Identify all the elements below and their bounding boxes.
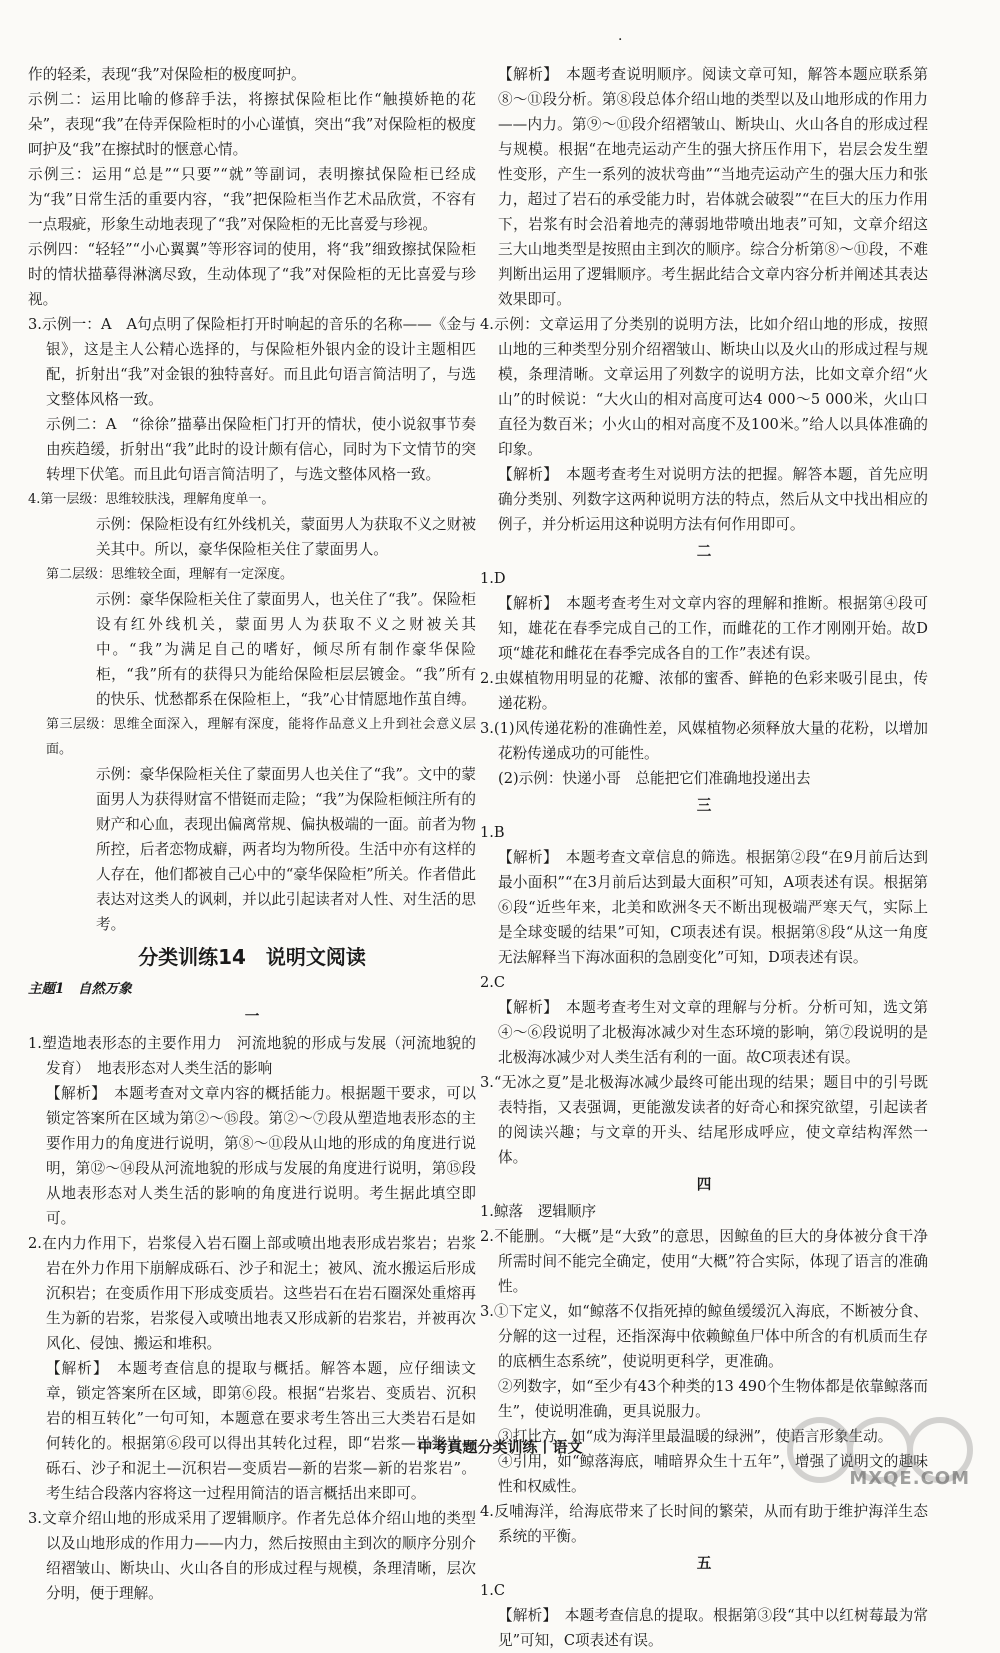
right-paragraph: 1.D	[480, 570, 506, 587]
left-paragraph: 第三层级：思维全面深入，理解有深度，能将作品意义上升到社会意义层面。	[46, 717, 476, 757]
left-paragraph: 3.文章介绍山地的形成采用了逻辑顺序。作者先总体介绍山地的类型以及山地形成的作用力——内力，然后按照由主到次的顺序分别介绍褶皱山、断块山、火山各自的形成过程与规模，条理清晰，层次分明，便于理解。	[28, 1510, 476, 1602]
right-paragraph: ④引用，如“鲸落海底，哺暗界众生十五年”，增强了说明文的趣味性和权威性。	[498, 1453, 928, 1495]
left-paragraph: 1.塑造地表形态的主要作用力 河流地貌的形成与发展（河流地貌的发育） 地表形态对人类生活的影响	[28, 1035, 476, 1077]
right-paragraph: ③打比方，如“成为海洋里最温暖的绿洲”，使语言形象生动。	[498, 1428, 893, 1445]
right-paragraph: (2)示例：快递小哥 总能把它们准确地投递出去	[498, 770, 811, 787]
right-paragraph: 2.不能删。“大概”是“大致”的意思，因鲸鱼的巨大的身体被分食干净所需时间不能完全确定，使用“大概”符合实际，体现了语言的准确性。	[480, 1228, 928, 1295]
right-paragraph: 【解析】 本题考查考生对文章的理解与分析。分析可知，选文第④～⑥段说明了北极海冰减少对生态环境的影响，第⑦段说明的是北极海冰减少对人类生活有利的一面。故C项表述有误。	[498, 999, 928, 1066]
left-paragraph: 分类训练14 说明文阅读	[138, 945, 366, 969]
left-paragraph: 示例二：A “徐徐”描摹出保险柜门打开的情状，使小说叙事节奏由疾趋缓，折射出“我”此时的设计颇有信心，同时为下文情节的突转埋下伏笔。而且此句语言简洁明了，与选文整体风格一致。	[46, 416, 476, 483]
right-paragraph: 【解析】 本题考查考生对说明方法的把握。解答本题，首先应明确分类别、列数字这两种说明方法的特点，然后从文中找出相应的例子，并分析运用这种说明方法有何作用即可。	[498, 466, 928, 533]
left-paragraph: 示例：豪华保险柜关住了蒙面男人也关住了“我”。文中的蒙面男人为获得财富不惜铤而走险；“我”为保险柜倾注所有的财产和心血，表现出偏离常规、偏执极端的一面。前者为物所控，后者恋物成癖，两者均为物所役。生活中亦有这样的人存在，他们都被自己心中的“豪华保险柜”所关。作者借此表达对这类人的讽刺，并以此引起读者对人性、对生活的思考。	[96, 766, 476, 933]
right-paragraph: 四	[696, 1176, 712, 1193]
right-paragraph: 3.①下定义，如“鲸落不仅指死掉的鲸鱼缓缓沉入海底，不断被分食、分解的这一过程，还指深海中依赖鲸鱼尸体中所含的有机质而生存的底栖生态系统”，使说明更科学，更准确。	[480, 1303, 928, 1370]
right-paragraph: 2.虫媒植物用明显的花瓣、浓郁的蜜香、鲜艳的色彩来吸引昆虫，传递花粉。	[480, 670, 928, 712]
left-paragraph: 示例：保险柜设有红外线机关，蒙面男人为获取不义之财被关其中。所以，豪华保险柜关住了蒙面男人。	[96, 516, 476, 558]
right-paragraph: 【解析】 本题考查文章信息的筛选。根据第②段“在9月前后达到最小面积”“在3月前后达到最大面积”可知，A项表述有误。根据第⑥段“近些年来，北美和欧洲冬天不断出现极端严寒天气，实际上是全球变暖的结果”可知，C项表述有误。根据第⑧段“从这一角度无法解释当下海冰面积的急剧变化”可知，D项表述有误。	[498, 849, 928, 966]
left-paragraph: 4.第一层级：思维较肤浅，理解角度单一。	[28, 492, 275, 507]
page-dot: ·	[618, 32, 623, 48]
right-paragraph: 1.B	[480, 824, 505, 841]
left-paragraph: 一	[244, 1008, 260, 1025]
right-paragraph: 1.C	[480, 1582, 506, 1599]
left-column	[28, 62, 476, 1606]
right-paragraph: 1.鲸落 逻辑顺序	[480, 1203, 597, 1220]
left-paragraph: 【解析】 本题考查对文章内容的概括能力。根据题干要求，可以锁定答案所在区域为第②～⑮段。第②～⑦段从塑造地表形态的主要作用力的角度进行说明，第⑧～⑪段从山地的形成的角度进行说明，第⑫～⑭段从河流地貌的形成与发展的角度进行说明，第⑮段从地表形态对人类生活的影响的角度进行说明。考生据此填空即可。	[46, 1085, 476, 1227]
right-paragraph: ②列数字，如“至少有43个种类的13 490个生物体都是依靠鲸落而生”，使说明准确，更具说服力。	[498, 1378, 928, 1420]
right-paragraph: 2.C	[480, 974, 506, 991]
right-paragraph: 三	[696, 797, 712, 814]
left-paragraph: 示例四：“轻轻”“小心翼翼”等形容词的使用，将“我”细致擦拭保险柜时的情状描摹得淋漓尽致，生动体现了“我”对保险柜的无比喜爱与珍视。	[28, 241, 476, 308]
left-paragraph: 2.在内力作用下，岩浆侵入岩石圈上部或喷出地表形成岩浆岩；岩浆岩在外力作用下崩解成砾石、沙子和泥土；被风、流水搬运后形成沉积岩；在变质作用下形成变质岩。这些岩石在岩石圈深处重熔再生为新的岩浆，岩浆侵入或喷出地表又形成新的岩浆岩，并被再次风化、侵蚀、搬运和堆积。	[28, 1235, 476, 1352]
right-paragraph: 二	[696, 543, 712, 560]
left-paragraph: 主题1 自然万象	[28, 981, 132, 997]
right-paragraph: 【解析】 本题考查说明顺序。阅读文章可知，解答本题应联系第⑧～⑪段分析。第⑧段总体介绍山地的类型以及山地形成的作用力——内力。第⑨～⑪段介绍褶皱山、断块山、火山各自的形成过程与规模。根据“在地壳运动产生的强大挤压作用下，岩层会发生塑性变形，产生一系列的波状弯曲”“当地壳运动产生的强大压力和张力，超过了岩石的承受能力时，岩体就会破裂”“在巨大的压力作用下，岩浆有时会沿着地壳的薄弱地带喷出地表”可知，文章介绍这三大山地类型是按照由主到次的顺序。综合分析第⑧～⑪段，不难判断出运用了逻辑顺序。考生据此结合文章内容分析并阐述其表达效果即可。	[498, 66, 928, 308]
left-paragraph: 【解析】 本题考查信息的提取与概括。解答本题，应仔细读文章，锁定答案所在区域，即第⑥段。根据“岩浆岩、变质岩、沉积岩的相互转化”一句可知，本题意在要求考生答出三大类岩石是如何转化的。根据第⑥段可以得出其转化过程，即“岩浆—岩浆岩—砾石、沙子和泥土—沉积岩—变质岩—新的岩浆—新的岩浆岩”。考生结合段落内容将这一过程用简洁的语言概括出来即可。	[46, 1360, 476, 1502]
left-paragraph: 示例：豪华保险柜关住了蒙面男人，也关住了“我”。保险柜设有红外线机关，蒙面男人为获取不义之财被关其中。“我”为满足自己的嗜好，倾尽所有制作豪华保险柜，“我”所有的获得只为能给保险柜层层镀金。“我”所有的快乐、忧愁都系在保险柜上，“我”心甘情愿地作茧自缚。	[96, 591, 476, 708]
left-paragraph: 第二层级：思维较全面，理解有一定深度。	[46, 567, 294, 582]
left-paragraph: 示例三：运用“总是”“只要”“就”等副词，表明擦拭保险柜已经成为“我”日常生活的重要内容，“我”把保险柜当作艺术品欣赏，不容有一点瑕疵，形象生动地表现了“我”对保险柜的无比喜爱与珍视。	[28, 166, 476, 233]
right-paragraph: 3.“无冰之夏”是北极海冰减少最终可能出现的结果；题目中的引号既表特指，又表强调，更能激发读者的好奇心和探究欲望，引起读者的阅读兴趣；与文章的开头、结尾形成呼应，使文章结构浑然一体。	[480, 1074, 928, 1166]
right-paragraph: 【解析】 本题考查考生对文章内容的理解和推断。根据第④段可知，雄花在春季完成自己的工作，而雌花的工作才刚刚开始。故D项“雄花和雌花在春季完成各自的工作”表述有误。	[498, 595, 928, 662]
right-paragraph: 五	[696, 1555, 712, 1572]
right-paragraph: 4.反哺海洋，给海底带来了长时间的繁荣，从而有助于维护海洋生态系统的平衡。	[480, 1503, 928, 1545]
page-footer: 中考真题分类训练丨语文	[417, 1438, 583, 1456]
left-paragraph: 3.示例一：A A句点明了保险柜打开时响起的音乐的名称——《金与银》，这是主人公精心选择的，与保险柜外银内金的设计主题相匹配，折射出“我”对金银的独特喜好。而且此句语言简洁明了，与选文整体风格一致。	[28, 316, 476, 408]
right-paragraph: 3.(1)风传递花粉的准确性差，风媒植物必须释放大量的花粉，以增加花粉传递成功的可能性。	[480, 720, 928, 762]
left-paragraph: 作的轻柔，表现“我”对保险柜的极度呵护。	[28, 66, 306, 83]
watermark-text: MXQE.COM	[849, 1468, 970, 1489]
left-paragraph: 示例二：运用比喻的修辞手法，将擦拭保险柜比作“触摸娇艳的花朵”，表现“我”在侍弄保险柜时的小心谨慎，突出“我”对保险柜的极度呵护及“我”在擦拭时的惬意心情。	[28, 91, 476, 158]
right-paragraph: 4.示例：文章运用了分类别的说明方法，比如介绍山地的形成，按照山地的三种类型分别介绍褶皱山、断块山以及火山的形成过程与规模，条理清晰。文章运用了列数字的说明方法，比如文章介绍“火山”的时候说：“大火山的相对高度可达4 000～5 000米，火山口直径为数百米；小火山的相对高度不及100米。”给人以具体准确的印象。	[480, 316, 928, 458]
right-paragraph: 【解析】 本题考查信息的提取。根据第③段“其中以红树莓最为常见”可知，C项表述有误。	[498, 1607, 928, 1649]
